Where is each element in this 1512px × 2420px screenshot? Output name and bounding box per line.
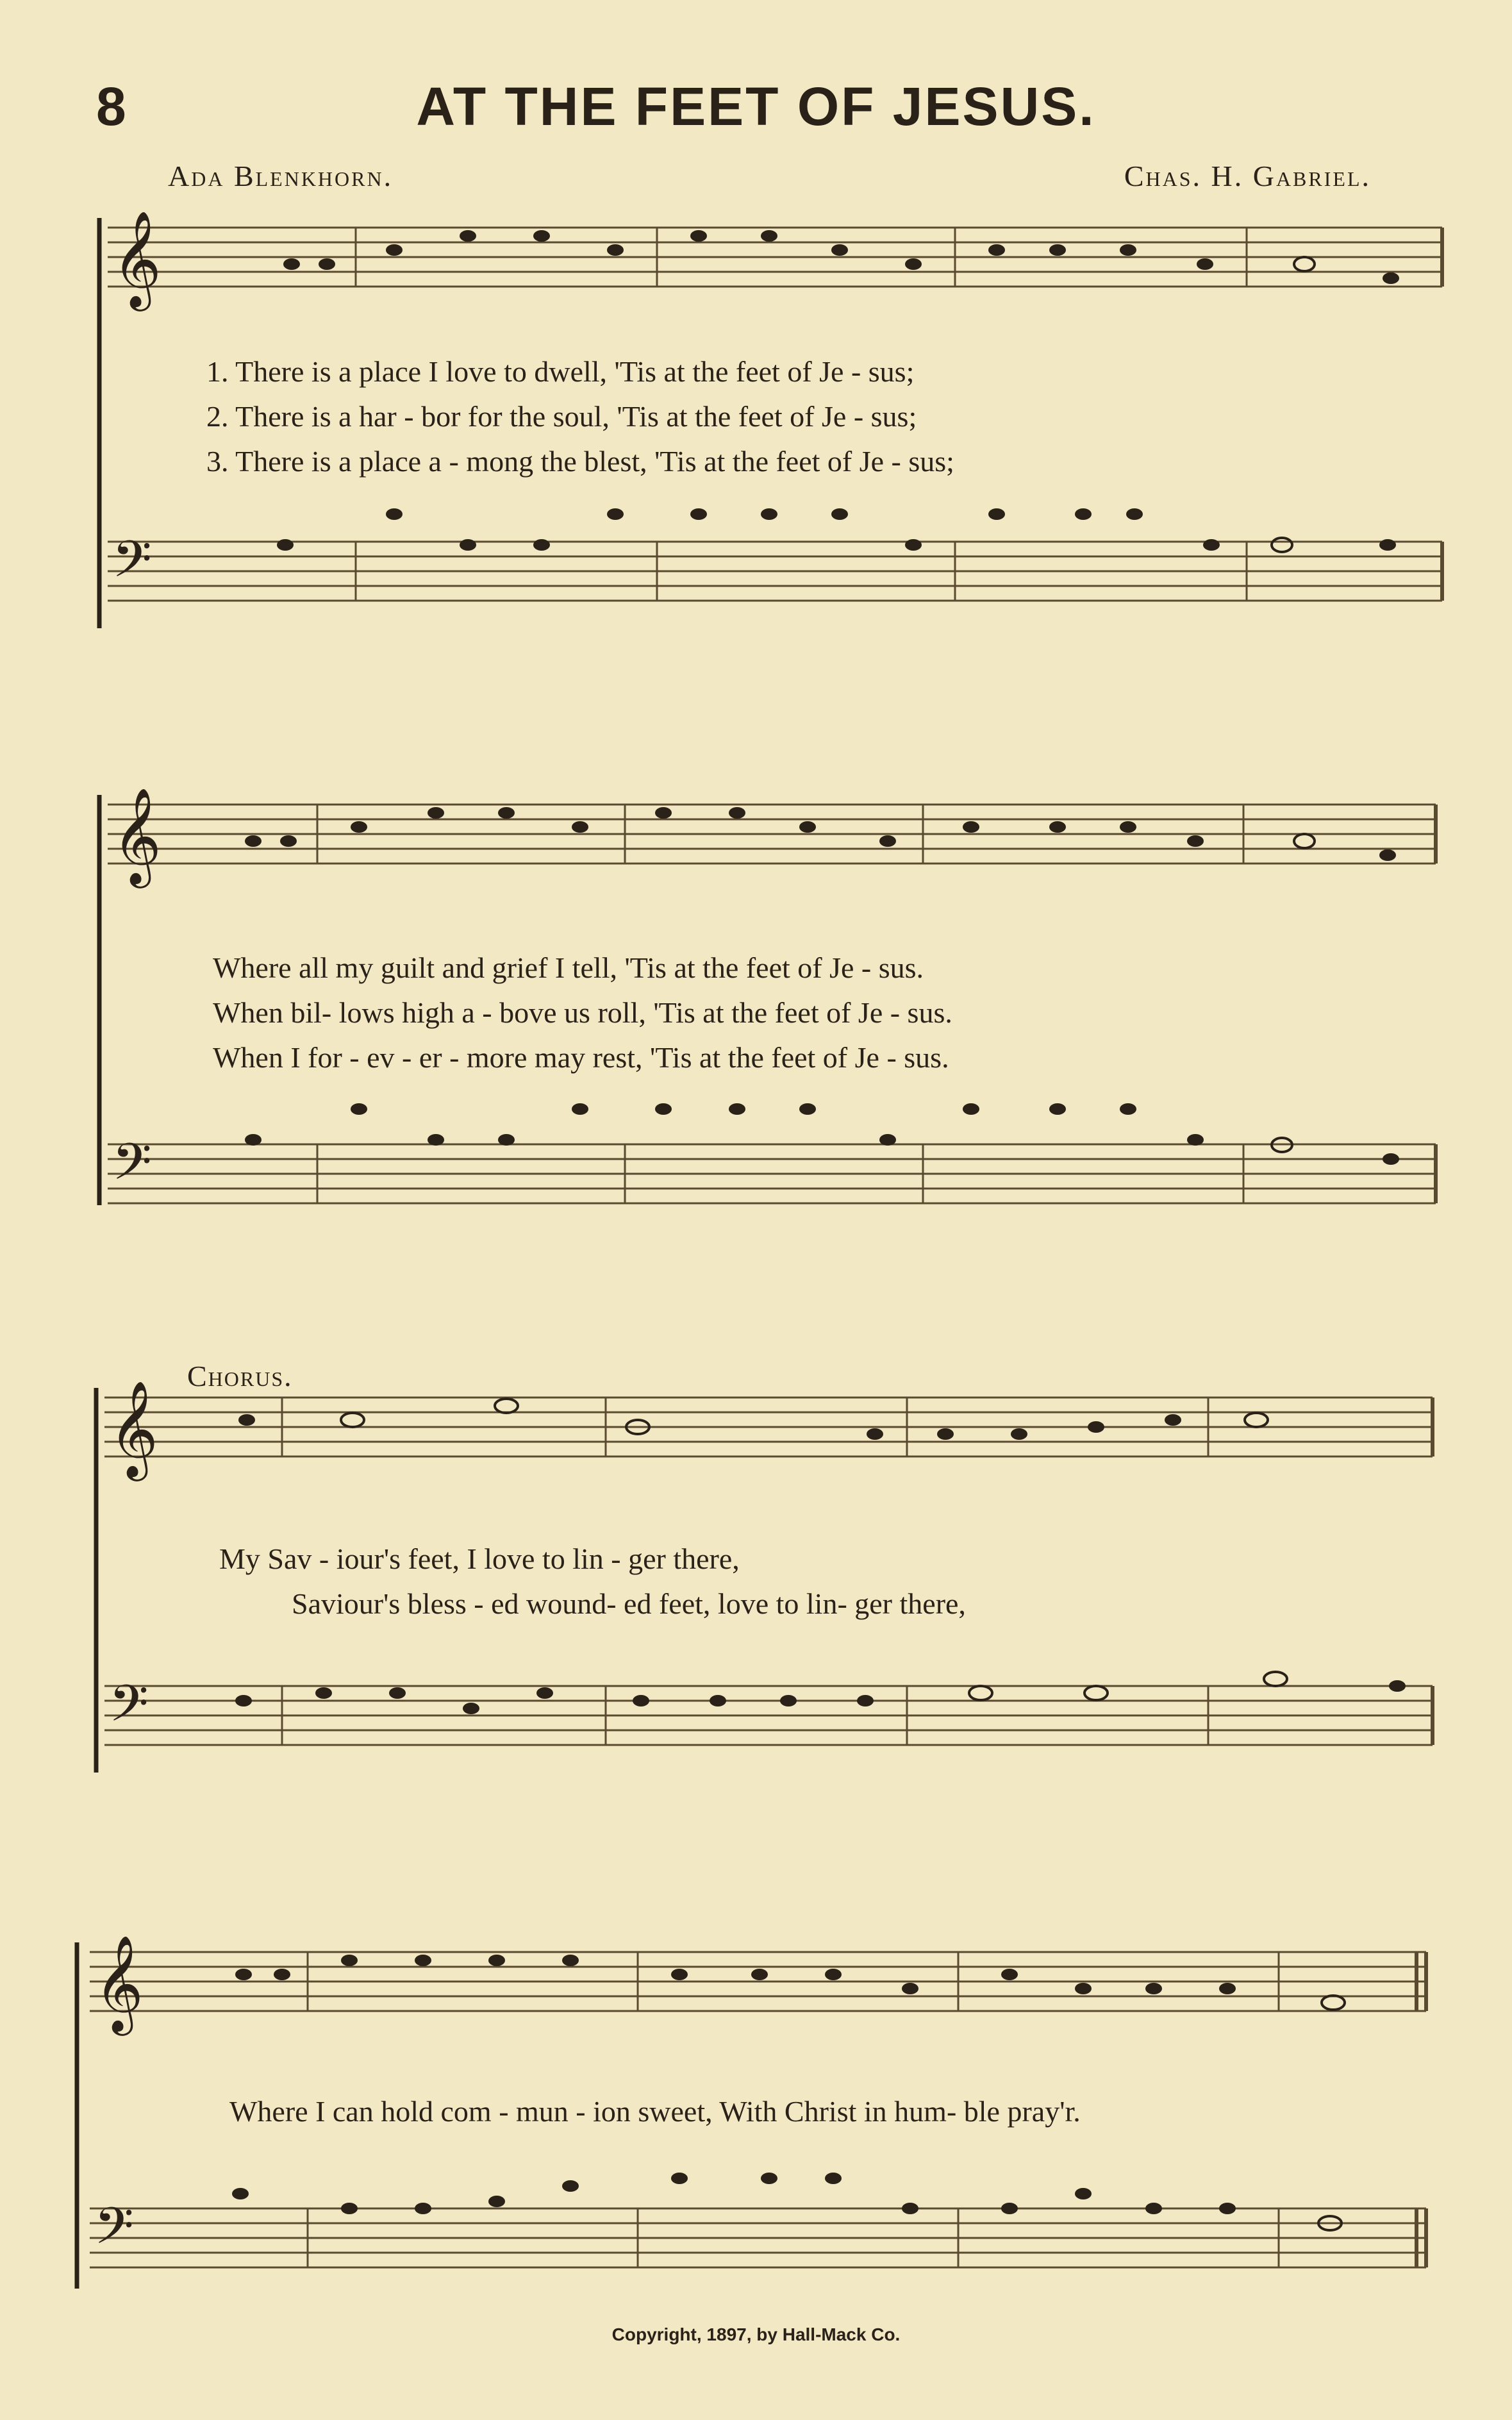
bass-clef-icon: 𝄢 [112, 1134, 152, 1203]
bass-notes [277, 508, 1396, 552]
bass-staff [104, 1686, 1433, 1745]
system-1-verse-1: 1. There is a place I love to dwell, 'Tis at the feet of Je - sus; [206, 355, 915, 388]
treble-clef-icon: 𝄞 [94, 1938, 144, 2030]
system-4-music [0, 1936, 1512, 2333]
chorus-label: Chorus. [187, 1360, 293, 1392]
treble-clef-icon: 𝄞 [112, 790, 162, 883]
bass-staff [108, 1144, 1436, 1203]
bass-clef-icon: 𝄢 [109, 1676, 149, 1744]
bass-clef-icon: 𝄢 [112, 531, 152, 600]
system-4-line-1: Where I can hold com - mun - ion sweet, With Christ in hum- ble pray'r. [229, 2095, 1081, 2128]
song-title: AT THE FEET OF JESUS. [416, 76, 1096, 137]
system-1-verse-3: 3. There is a place a - mong the blest, 'Tis at the feet of Je - sus; [206, 445, 954, 478]
bass-notes [235, 1672, 1406, 1714]
system-3-chorus-line-2: Saviour's bless - ed wound- ed feet, love to lin- ger there, [292, 1587, 966, 1620]
system-2-verse-2: When bil- lows high a - bove us roll, 'Tis at the feet of Je - sus. [213, 996, 952, 1029]
treble-clef-icon: 𝄞 [109, 1383, 158, 1476]
composer-credit: Chas. H. Gabriel. [1124, 160, 1371, 192]
system-3-chorus-line-1: My Sav - iour's feet, I love to lin - ger there, [219, 1542, 740, 1575]
treble-staff [104, 1398, 1433, 1456]
bass-notes [245, 1103, 1399, 1165]
bass-clef-icon: 𝄢 [94, 2198, 134, 2267]
treble-staff [90, 1952, 1426, 2011]
treble-staff [108, 805, 1436, 864]
lyricist-credit: Ada Blenkhorn. [168, 160, 394, 192]
bass-staff [90, 2208, 1426, 2267]
copyright-notice: Copyright, 1897, by Hall-Mack Co. [611, 2324, 901, 2344]
system-1-verse-2: 2. There is a har - bor for the soul, 'Tis at the feet of Je - sus; [206, 400, 917, 433]
bass-staff [108, 542, 1442, 601]
system-2-verse-3: When I for - ev - er - more may rest, 'Tis at the feet of Je - sus. [213, 1041, 949, 1074]
treble-notes [238, 1399, 1268, 1440]
system-1-music [0, 212, 1512, 660]
page-number: 8 [96, 76, 126, 137]
bass-notes [232, 2173, 1342, 2230]
treble-clef-icon: 𝄞 [112, 213, 162, 306]
system-2-verse-1: Where all my guilt and grief I tell, 'Tis at the feet of Je - sus. [213, 951, 924, 984]
